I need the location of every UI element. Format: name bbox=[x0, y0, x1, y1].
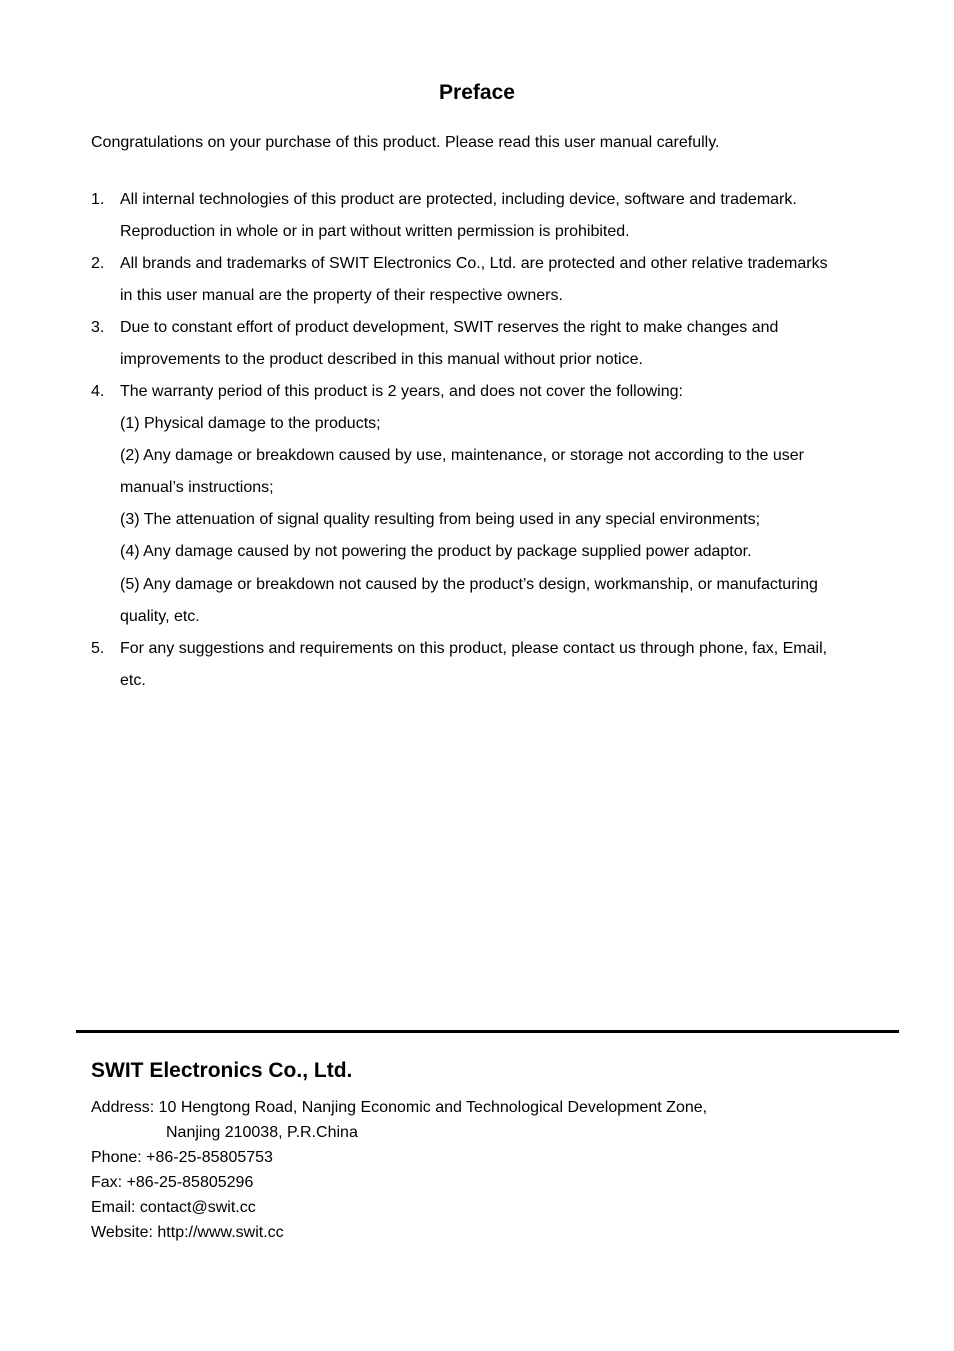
list-item-text: in this user manual are the property of their respective owners. bbox=[120, 287, 563, 304]
list-item-text: All internal technologies of this product are protected, including device, software and trademark. bbox=[120, 191, 797, 208]
company-phone: Phone: +86-25-85805753 bbox=[91, 1149, 273, 1166]
company-name: SWIT Electronics Co., Ltd. bbox=[91, 1059, 353, 1082]
company-email: Email: contact@swit.cc bbox=[91, 1199, 256, 1216]
intro-paragraph: Congratulations on your purchase of this product. Please read this user manual carefully. bbox=[91, 134, 720, 151]
list-item-text: (5) Any damage or breakdown not caused by the product’s design, workmanship, or manufacturing bbox=[120, 576, 818, 593]
list-item-text: (1) Physical damage to the products; bbox=[120, 415, 381, 432]
list-item-number: 3. bbox=[91, 319, 105, 336]
list-item-text: (3) The attenuation of signal quality resulting from being used in any special environments; bbox=[120, 511, 761, 528]
list-item-text: improvements to the product described in this manual without prior notice. bbox=[120, 351, 643, 368]
list-item-text: The warranty period of this product is 2 years, and does not cover the following: bbox=[120, 383, 683, 400]
list-item-text: etc. bbox=[120, 672, 146, 689]
list-item-text: (4) Any damage caused by not powering the product by package supplied power adaptor. bbox=[120, 543, 752, 560]
list-item-text: (2) Any damage or breakdown caused by use, maintenance, or storage not according to the user bbox=[120, 447, 804, 464]
list-item-text: quality, etc. bbox=[120, 608, 200, 625]
list-item-number: 1. bbox=[91, 191, 105, 208]
list-item-number: 2. bbox=[91, 255, 105, 272]
company-address: Address: 10 Hengtong Road, Nanjing Economic and Technological Development Zone, bbox=[91, 1099, 708, 1116]
company-fax: Fax: +86-25-85805296 bbox=[91, 1174, 254, 1191]
list-item-text: All brands and trademarks of SWIT Electronics Co., Ltd. are protected and other relative trademarks bbox=[120, 255, 828, 272]
list-item-number: 4. bbox=[91, 383, 105, 400]
list-item-number: 5. bbox=[91, 640, 105, 657]
footer-divider bbox=[76, 1030, 899, 1033]
page-title: Preface bbox=[439, 81, 515, 104]
list-item-text: Reproduction in whole or in part without written permission is prohibited. bbox=[120, 223, 630, 240]
company-address-continued: Nanjing 210038, P.R.China bbox=[166, 1124, 358, 1141]
company-website: Website: http://www.swit.cc bbox=[91, 1224, 284, 1241]
list-item-text: Due to constant effort of product development, SWIT reserves the right to make changes and bbox=[120, 319, 779, 336]
list-item-text: manual’s instructions; bbox=[120, 479, 274, 496]
list-item-text: For any suggestions and requirements on this product, please contact us through phone, fax, Email, bbox=[120, 640, 828, 657]
